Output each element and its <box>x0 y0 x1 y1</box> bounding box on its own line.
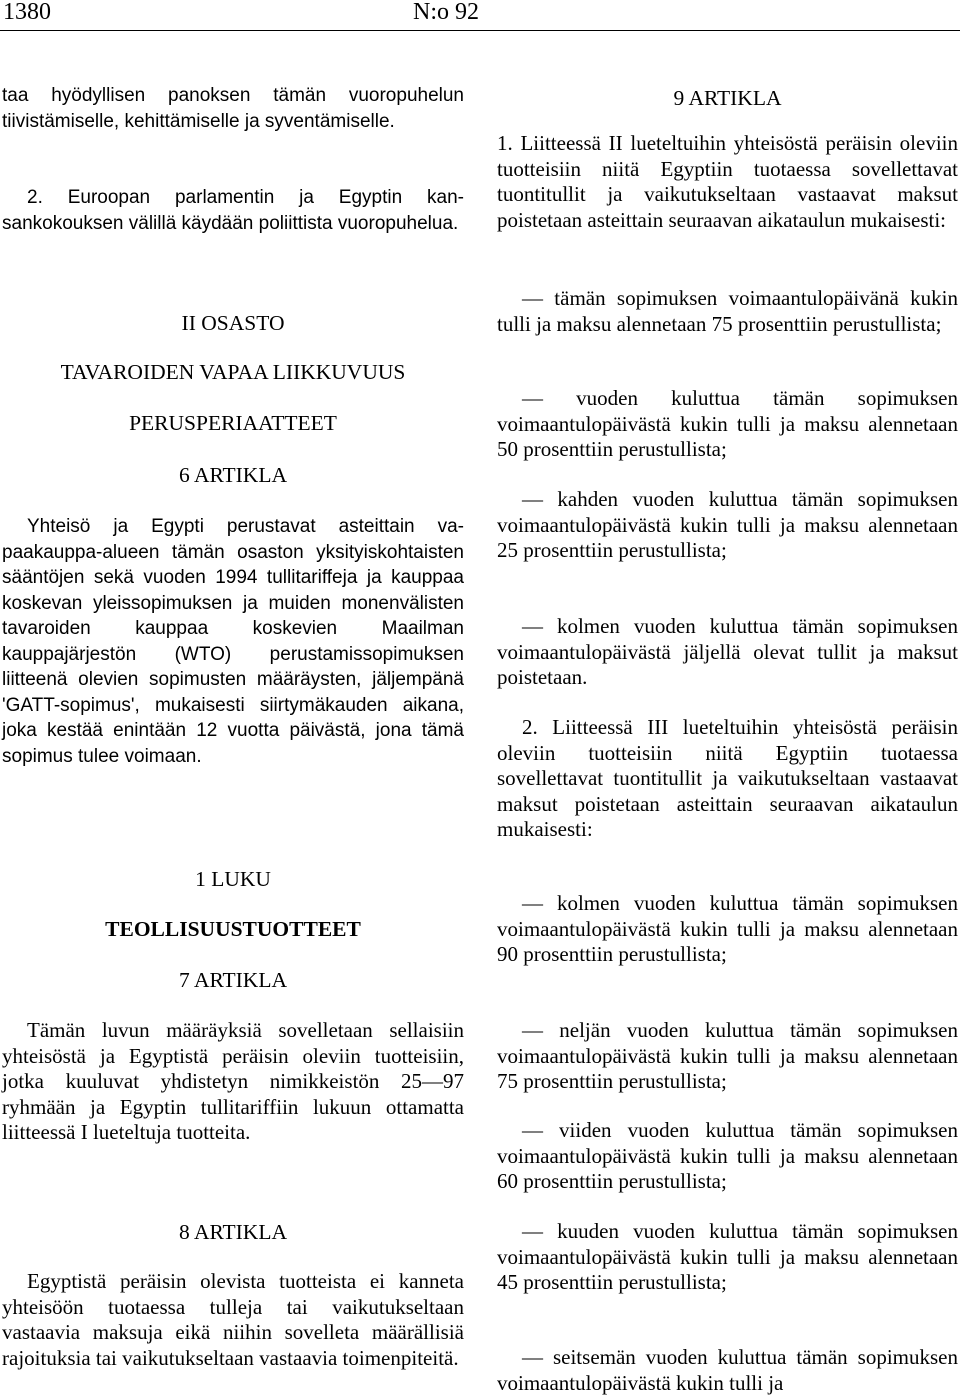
schedule-item: — kolmen vuoden kuluttua tämän sopimuksen voimaantulopäivästä jäljellä olevat tullit ja maksut poistetaan. <box>497 614 958 689</box>
paragraph-point-2: 2. Euroopan parlamentin ja Egyptin kansankokouksen välillä käydään poliittista vuoropuhelua. <box>2 187 464 234</box>
article-6-text: Yhteisö ja Egypti perustavat asteittain vapaakauppa-alueen tämän osaston yksityiskohtaisten sääntöjen sekä vuoden 1994 tullitariffeja ja kauppaa koskevan yleissopimuksen ja muiden monenvälisten tavaroiden kauppaa koskevien Maailman kauppajärjestön (WTO) perustamissopimuksen liitteenä olevien sopimusten määräysten, jäljempänä 'GATT-sopimus', mukaisesti siirtymäkauden aikana, joka kestää enintään 12 vuotta päivästä, jona tämä sopimus tulee voimaan. <box>2 516 464 767</box>
article-9-title: 9 ARTIKLA <box>673 86 782 110</box>
chapter-number: 1 LUKU <box>195 867 271 891</box>
article-6-title: 6 ARTIKLA <box>179 463 287 487</box>
article-8-title: 8 ARTIKLA <box>179 1220 287 1244</box>
article-7-title: 7 ARTIKLA <box>179 968 287 992</box>
article-9-paragraph-2: 2. Liitteessä III lueteltuihin yhteisöstä peräisin oleviin tuotteisiin niitä Egyptiin tuotaessa sovellettavat tuontitullit ja vaikutukseltaan vastaavat maksut poistetaan asteittain seuraavan aikataulun mukaisesti: <box>497 715 958 841</box>
schedule-item: — viiden vuoden kuluttua tämän sopimuksen voimaantulopäivästä kukin tulli ja maksu alennetaan 60 prosenttiin perustullista; <box>497 1118 958 1193</box>
section-title: TAVAROIDEN VAPAA LIIKKUVUUS <box>60 360 406 384</box>
section-number: II OSASTO <box>181 311 285 335</box>
schedule-item: — kuuden vuoden kuluttua tämän sopimuksen voimaantulopäivästä kukin tulli ja maksu alennetaan 45 prosenttiin perustullista; <box>497 1219 958 1294</box>
schedule-item: — seitsemän vuoden kuluttua tämän sopimuksen voimaantulopäivästä kukin tulli ja <box>497 1345 958 1395</box>
schedule-item: — vuoden kuluttua tämän sopimuksen voimaantulopäivästä kukin tulli ja maksu alennetaan 50 prosenttiin perustullista; <box>497 386 958 461</box>
page-header <box>0 0 960 24</box>
schedule-item: — tämän sopimuksen voimaantulopäivänä kukin tulli ja maksu alennetaan 75 prosenttiin perustullista; <box>497 286 958 336</box>
schedule-item: — kolmen vuoden kuluttua tämän sopimuksen voimaantulopäivästä kukin tulli ja maksu alennetaan 90 prosenttiin perustullista; <box>497 891 958 966</box>
schedule-item: — neljän vuoden kuluttua tämän sopimuksen voimaantulopäivästä kukin tulli ja maksu alennetaan 75 prosenttiin perustullista; <box>497 1018 958 1093</box>
article-8-text: Egyptistä peräisin olevista tuotteista ei kanneta yhteisöön tuotaessa tulleja tai vaikutukseltaan vastaavia maksuja eikä niihin sovelleta määrällisiä rajoituksia tai vaikutukseltaan vastaavia toimenpiteitä. <box>2 1269 464 1370</box>
principles-title: PERUSPERIAATTEET <box>129 411 337 435</box>
chapter-title: TEOLLISUUSTUOTTEET <box>105 917 361 941</box>
header-rule <box>0 30 960 31</box>
page-number: 1380 <box>3 0 51 25</box>
paragraph-continued: taa hyödyllisen panoksen tämän vuoropuhelun tiivistämiselle, kehittämiselle ja syventämiselle. <box>2 85 464 132</box>
schedule-item: — kahden vuoden kuluttua tämän sopimuksen voimaantulopäivästä kukin tulli ja maksu alennetaan 25 prosenttiin perustullista; <box>497 487 958 562</box>
article-9-paragraph-1: 1. Liitteessä II lueteltuihin yhteisöstä peräisin oleviin tuotteisiin niitä Egyptiin tuotaessa sovellettavat tuontitullit ja vaikutukseltaan vastaavat maksut poistetaan asteittain seuraavan aikataulun mukaisesti: <box>497 131 958 232</box>
issue-number: N:o 92 <box>413 0 479 25</box>
article-7-text: Tämän luvun määräyksiä sovelletaan sellaisiin yhteisöstä ja Egyptistä peräisin oleviin tuotteisiin, jotka kuuluvat yhdistetyn nimikkeistön 25—97 ryhmään ja Egyptin tullitariffiin lukuun ottamatta liitteessä I lueteltuja tuotteita. <box>2 1018 464 1144</box>
